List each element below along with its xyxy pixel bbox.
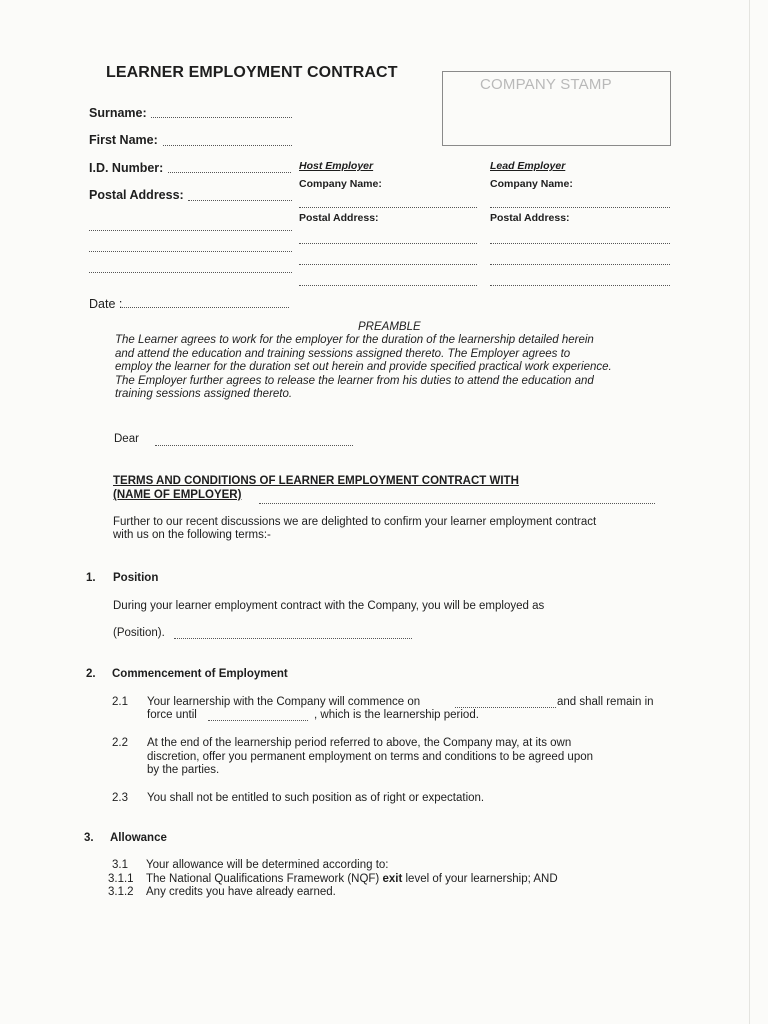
preamble-line-1: The Learner agrees to work for the employer for the duration of the learnership detailed herein <box>115 334 594 346</box>
clause-2-2-text <box>147 737 687 778</box>
host-company-name-label: Company Name: <box>299 178 382 190</box>
lead-postal-field-1[interactable] <box>490 243 670 244</box>
clause-3-1-text: Your allowance will be determined according to: <box>146 859 389 871</box>
preamble-line-5: training sessions assigned thereto. <box>115 388 293 400</box>
salutation-label: Dear <box>114 433 139 445</box>
host-postal-field-3[interactable] <box>299 285 477 286</box>
id-number-field[interactable] <box>168 172 291 173</box>
preamble-line-4: The Employer further agrees to release the learner from his duties to attend the education and <box>115 374 594 387</box>
surname-field[interactable] <box>151 117 292 118</box>
host-postal-address-label: Postal Address: <box>299 212 379 224</box>
clause-2-1-text-b: and shall remain in <box>557 696 654 708</box>
host-postal-field-2[interactable] <box>299 264 477 265</box>
postal-address-label: Postal Address: <box>89 188 184 202</box>
commencement-date-field[interactable] <box>455 707 556 708</box>
date-label: Date : <box>89 297 123 311</box>
clause-2-1-number: 2.1 <box>112 696 128 708</box>
company-stamp-label: COMPANY STAMP <box>480 76 612 93</box>
host-postal-field-1[interactable] <box>299 243 477 244</box>
terms-heading-line-2: (NAME OF EMPLOYER) <box>113 489 242 501</box>
surname-label: Surname: <box>89 106 147 120</box>
clause-2-2-line-1: At the end of the learnership period referred to above, the Company may, at its own <box>147 737 572 749</box>
salutation-field[interactable] <box>155 445 353 446</box>
page-edge <box>749 0 750 1024</box>
preamble-text <box>115 334 685 402</box>
clause-3-1-1-text-a: The National Qualifications Framework (NQF) <box>146 873 380 885</box>
host-company-name-field[interactable] <box>299 207 477 208</box>
first-name-field[interactable] <box>163 145 292 146</box>
preamble-line-3: employ the learner for the duration set out herein and provide specified practical work experience. <box>115 361 612 373</box>
date-field[interactable] <box>122 307 289 308</box>
host-employer-heading: Host Employer <box>299 160 374 172</box>
clause-2-1-text-c: force until <box>147 709 197 721</box>
clause-3-1-1-text-c: level of your learnership; AND <box>405 873 558 885</box>
clause-2-2-line-2: discretion, offer you permanent employment on terms and conditions to be agreed upon <box>147 750 594 763</box>
section-2-number: 2. <box>86 668 96 680</box>
clause-2-1-text-d: , which is the learnership period. <box>314 709 479 721</box>
clause-2-2-number: 2.2 <box>112 737 128 749</box>
clause-3-1-1-text <box>146 873 558 887</box>
section-1-title: Position <box>113 572 159 584</box>
terms-heading-line-1: TERMS AND CONDITIONS OF LEARNER EMPLOYMENT CONTRACT WITH <box>113 475 519 487</box>
postal-address-field-2[interactable] <box>89 230 292 231</box>
section-1-number: 1. <box>86 572 96 584</box>
first-name-label: First Name: <box>89 133 158 147</box>
postal-address-field-3[interactable] <box>89 251 292 252</box>
clause-3-1-1-exit: exit <box>382 873 403 885</box>
company-stamp-box <box>442 71 671 146</box>
clause-2-3-number: 2.3 <box>112 792 128 804</box>
preamble-line-2: and attend the education and training sessions assigned thereto. The Employer agrees to <box>115 347 571 360</box>
intro-line-2: with us on the following terms:- <box>113 529 271 541</box>
lead-employer-heading: Lead Employer <box>490 160 566 172</box>
position-label: (Position). <box>113 627 165 639</box>
lead-company-name-label: Company Name: <box>490 178 573 190</box>
intro-line-1: Further to our recent discussions we are delighted to confirm your learner employment contract <box>113 516 597 528</box>
clause-3-1-number: 3.1 <box>112 859 128 871</box>
clause-2-1-text-a: Your learnership with the Company will commence on <box>147 696 421 708</box>
postal-address-field-1[interactable] <box>188 200 292 201</box>
clause-3-1-2-number: 3.1.2 <box>108 886 134 898</box>
section-3-title: Allowance <box>110 832 167 844</box>
clause-2-3-text: You shall not be entitled to such position as of right or expectation. <box>147 792 485 804</box>
lead-postal-field-2[interactable] <box>490 264 670 265</box>
employer-name-field[interactable] <box>259 503 655 504</box>
section-1-text: During your learner employment contract with the Company, you will be employed as <box>113 600 545 612</box>
lead-postal-address-label: Postal Address: <box>490 212 570 224</box>
lead-postal-field-3[interactable] <box>490 285 670 286</box>
clause-2-2-line-3: by the parties. <box>147 764 220 776</box>
section-2-title: Commencement of Employment <box>112 668 288 680</box>
document-title: LEARNER EMPLOYMENT CONTRACT <box>106 64 398 81</box>
id-number-label: I.D. Number: <box>89 161 164 175</box>
clause-3-1-1-number: 3.1.1 <box>108 873 134 885</box>
end-date-field[interactable] <box>208 720 308 721</box>
section-3-number: 3. <box>84 832 94 844</box>
clause-3-1-2-text: Any credits you have already earned. <box>146 886 336 898</box>
preamble-heading: PREAMBLE <box>358 321 421 333</box>
lead-company-name-field[interactable] <box>490 207 670 208</box>
position-field[interactable] <box>174 638 412 639</box>
postal-address-field-4[interactable] <box>89 272 292 273</box>
